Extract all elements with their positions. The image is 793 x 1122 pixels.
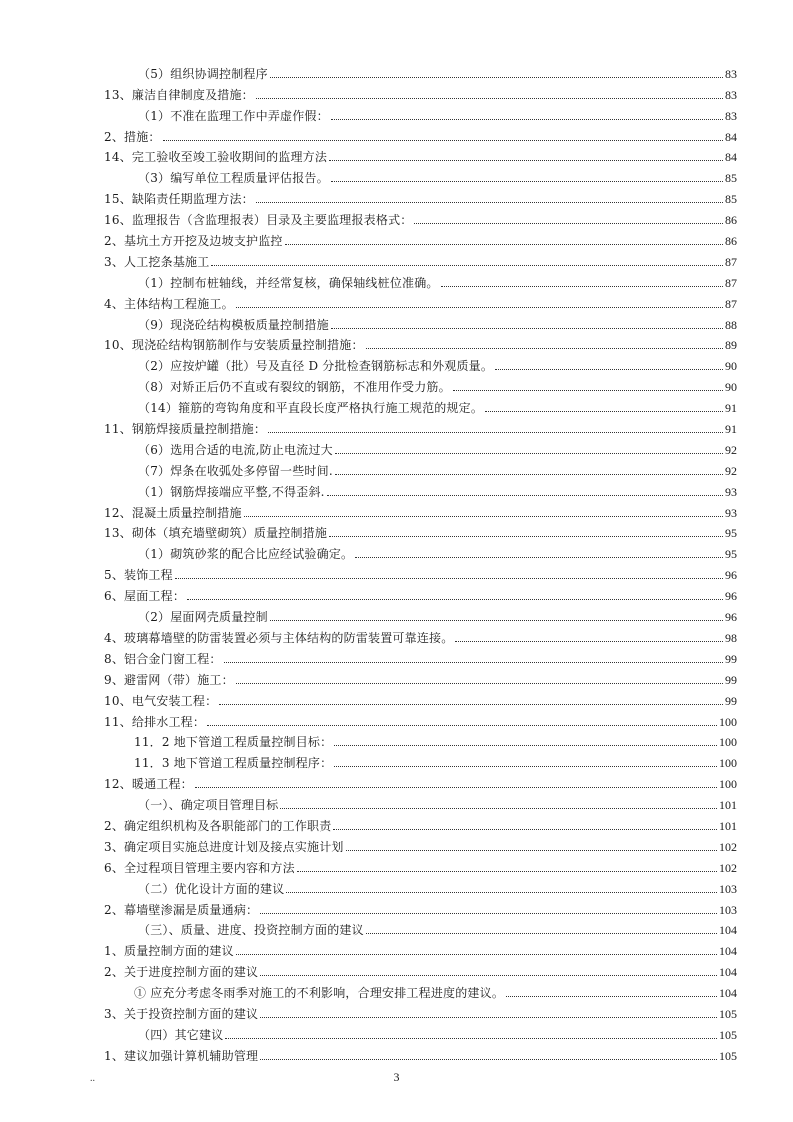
dot-leader <box>333 828 717 830</box>
dot-leader <box>175 577 723 579</box>
dot-leader <box>236 682 723 684</box>
toc-entry[interactable] <box>104 311 737 332</box>
dot-leader <box>453 389 723 391</box>
toc-entry-page-number: 103 <box>719 902 737 917</box>
toc-entry-label: 2、关于进度控制方面的建议 <box>104 965 259 980</box>
toc-entry-label: （四）其它建议 <box>138 1027 224 1042</box>
toc-entry-label: 15、缺陷责任期监理方法： <box>104 192 254 207</box>
toc-entry-page-number: 83 <box>725 66 737 81</box>
toc-entry-label: （7）焊条在收弧处多停留一些时间. <box>138 463 333 478</box>
dot-leader <box>335 452 723 454</box>
toc-entry[interactable] <box>104 206 737 227</box>
toc-entry-page-number: 92 <box>725 463 737 478</box>
toc-entry-page-number: 100 <box>719 777 737 792</box>
dot-leader <box>346 849 717 851</box>
toc-entry[interactable] <box>104 81 737 102</box>
toc-entry[interactable] <box>104 227 737 248</box>
toc-entry-label: 14、完工验收至竣工验收期间的监理方法 <box>104 150 328 165</box>
toc-entry-page-number: 84 <box>725 150 737 165</box>
toc-entry-label: （1）不准在监理工作中弄虚作假： <box>138 108 329 123</box>
dot-leader <box>256 97 723 99</box>
toc-entry-label: 2、确定组织机构及各职能部门的工作职责 <box>104 818 332 833</box>
toc-entry[interactable] <box>104 666 737 687</box>
toc-entry-page-number: 99 <box>725 672 737 687</box>
toc-entry-page-number: 95 <box>725 526 737 541</box>
dot-leader <box>331 327 723 329</box>
toc-entry-page-number: 88 <box>725 317 737 332</box>
toc-entry[interactable] <box>104 708 737 729</box>
toc-entry-label: 2、措施： <box>104 129 161 144</box>
toc-entry-page-number: 92 <box>725 442 737 457</box>
toc-entry[interactable] <box>104 102 737 123</box>
toc-entry-page-number: 86 <box>725 234 737 249</box>
toc-entry-page-number: 83 <box>725 87 737 102</box>
toc-entry-page-number: 96 <box>725 568 737 583</box>
toc-entry[interactable] <box>104 415 737 436</box>
toc-entry-page-number: 83 <box>725 108 737 123</box>
dot-leader <box>268 431 723 433</box>
toc-entry[interactable] <box>104 917 737 938</box>
toc-entry-label: （二）优化设计方面的建议 <box>138 881 285 896</box>
toc-entry-page-number: 104 <box>719 986 737 1001</box>
toc-entry[interactable] <box>104 687 737 708</box>
page-number: 3 <box>393 1070 400 1084</box>
toc-entry[interactable] <box>104 854 737 875</box>
dot-leader <box>207 724 717 726</box>
toc-entry-page-number: 84 <box>725 129 737 144</box>
toc-entry[interactable] <box>104 144 737 165</box>
dot-leader <box>441 285 723 287</box>
toc-entry[interactable] <box>104 875 737 896</box>
toc-entry-page-number: 104 <box>719 923 737 938</box>
dot-leader <box>335 473 723 475</box>
dot-leader <box>414 222 723 224</box>
toc-entry-page-number: 103 <box>719 881 737 896</box>
dot-leader <box>225 1037 717 1039</box>
toc-entry-page-number: 89 <box>725 338 737 353</box>
toc-entry-page-number: 102 <box>719 839 737 854</box>
toc-entry[interactable] <box>104 248 737 269</box>
toc-entry[interactable] <box>104 123 737 144</box>
toc-entry-page-number: 87 <box>725 275 737 290</box>
dot-leader <box>297 870 717 872</box>
toc-entry[interactable] <box>104 164 737 185</box>
dot-leader <box>286 891 717 893</box>
toc-entry-label: 10、电气安装工程： <box>104 693 218 708</box>
toc-entry[interactable] <box>104 624 737 645</box>
toc-entry-label: 12、混凝土质量控制措施 <box>104 505 242 520</box>
toc-entry[interactable] <box>104 645 737 666</box>
toc-entry-label: 2、基坑土方开挖及边坡支护监控 <box>104 234 283 249</box>
toc-entry-label: 5、装饰工程 <box>104 568 173 583</box>
toc-entry-page-number: 101 <box>719 818 737 833</box>
toc-entry-label: 13、砌体（填充墙壁砌筑）质量控制措施 <box>104 526 328 541</box>
toc-entry-label: （2）应按炉罐（批）号及直径 D 分批检查钢筋标志和外观质量。 <box>138 359 494 374</box>
toc-entry-label: 11．3 地下管道工程质量控制程序： <box>134 756 333 771</box>
toc-entry-label: 8、铝合金门窗工程： <box>104 651 222 666</box>
dot-leader <box>260 974 717 976</box>
dot-leader <box>455 640 723 642</box>
dot-leader <box>211 264 723 266</box>
toc-entry[interactable] <box>104 60 737 81</box>
toc-entry-label: （1）钢筋焊接端应平整,不得歪斜. <box>138 484 325 499</box>
toc-entry-label: 2、幕墙壁渗漏是质量通病： <box>104 902 259 917</box>
toc-entry-page-number: 105 <box>719 1027 737 1042</box>
toc-entry-label: 12、暖通工程： <box>104 777 193 792</box>
toc-entry-label: （9）现浇砼结构模板质量控制措施 <box>138 317 329 332</box>
toc-entry-page-number: 95 <box>725 547 737 562</box>
dot-leader <box>506 995 717 997</box>
toc-entry-label: 1、质量控制方面的建议 <box>104 944 234 959</box>
toc-entry[interactable] <box>104 499 737 520</box>
toc-entry-label: 16、监理报告（含监理报表）目录及主要监理报表格式： <box>104 213 413 228</box>
toc-entry-page-number: 90 <box>725 380 737 395</box>
toc-entry-label: （1）控制布桩轴线，并经常复核，确保轴线桩位准确。 <box>138 275 439 290</box>
toc-entry[interactable] <box>104 729 737 750</box>
dot-leader <box>355 556 723 558</box>
toc-entry[interactable] <box>104 812 737 833</box>
toc-entry[interactable] <box>104 937 737 958</box>
toc-entry-label: 3、关于投资控制方面的建议 <box>104 1006 259 1021</box>
toc-entry[interactable] <box>104 185 737 206</box>
toc-entry-page-number: 87 <box>725 296 737 311</box>
toc-entry-label: （三）、质量、进度、投资控制方面的建议 <box>138 923 364 938</box>
toc-entry-page-number: 90 <box>725 359 737 374</box>
toc-entry-page-number: 100 <box>719 735 737 750</box>
dot-leader <box>280 807 717 809</box>
toc-entry[interactable] <box>104 791 737 812</box>
dot-leader <box>195 786 717 788</box>
toc-entry-page-number: 91 <box>725 422 737 437</box>
toc-entry[interactable] <box>104 749 737 770</box>
toc-entry-label: 1、建议加强计算机辅助管理 <box>104 1048 259 1063</box>
dot-leader <box>260 1016 717 1018</box>
toc-entry-label: （1）砌筑砂浆的配合比应经试验确定。 <box>138 547 354 562</box>
toc-entry-label: （2）屋面网壳质量控制 <box>138 610 268 625</box>
dot-leader <box>334 765 717 767</box>
toc-entry[interactable] <box>104 979 737 1000</box>
dot-leader <box>329 535 723 537</box>
toc-entry-page-number: 96 <box>725 589 737 604</box>
toc-entry-page-number: 99 <box>725 651 737 666</box>
toc-entry[interactable] <box>104 582 737 603</box>
dot-leader <box>495 368 723 370</box>
toc-entry[interactable] <box>104 1042 737 1063</box>
toc-entry-page-number: 104 <box>719 944 737 959</box>
toc-entry[interactable] <box>104 332 737 353</box>
toc-entry-page-number: 100 <box>719 714 737 729</box>
toc-entry-label: 10、现浇砼结构钢筋制作与安装质量控制措施： <box>104 338 364 353</box>
dot-leader <box>163 139 723 141</box>
toc-entry-page-number: 96 <box>725 610 737 625</box>
toc-entry[interactable] <box>104 478 737 499</box>
toc-entry[interactable] <box>104 373 737 394</box>
dot-leader <box>219 703 723 705</box>
toc-entry-page-number: 99 <box>725 693 737 708</box>
toc-entry-page-number: 87 <box>725 254 737 269</box>
dot-leader <box>334 744 717 746</box>
toc-entry[interactable] <box>104 520 737 541</box>
toc-entry[interactable] <box>104 352 737 373</box>
dot-leader <box>327 494 723 496</box>
toc-entry[interactable] <box>104 1000 737 1021</box>
toc-entry-page-number: 93 <box>725 484 737 499</box>
toc-entry[interactable] <box>104 770 737 791</box>
toc-entry[interactable] <box>104 269 737 290</box>
toc-entry[interactable] <box>104 540 737 561</box>
dot-leader <box>236 953 717 955</box>
dot-leader <box>366 347 723 349</box>
toc-entry-label: 4、玻璃幕墙壁的防雷装置必须与主体结构的防雷装置可靠连接。 <box>104 630 454 645</box>
dot-leader <box>260 1058 717 1060</box>
toc-entry-page-number: 93 <box>725 505 737 520</box>
toc-entry[interactable] <box>104 896 737 917</box>
dot-leader <box>331 118 723 120</box>
toc-entry-label: 11．2 地下管道工程质量控制目标： <box>134 735 333 750</box>
toc-entry-label: （14）箍筋的弯钩角度和平直段长度严格执行施工规范的规定。 <box>138 401 484 416</box>
dot-leader <box>485 410 723 412</box>
dot-leader <box>224 661 723 663</box>
toc-entry-page-number: 104 <box>719 965 737 980</box>
dot-leader <box>244 515 723 517</box>
dot-leader <box>187 598 723 600</box>
toc-entry-label: 6、屋面工程： <box>104 589 186 604</box>
toc-entry-label: 4、主体结构工程施工。 <box>104 296 234 311</box>
toc-entry[interactable] <box>104 561 737 582</box>
toc-entry[interactable] <box>104 290 737 311</box>
toc-entry[interactable] <box>104 436 737 457</box>
dot-leader <box>366 932 717 934</box>
toc-entry-label: 3、确定项目实施总进度计划及接点实施计划 <box>104 839 344 854</box>
toc-entry-page-number: 91 <box>725 401 737 416</box>
toc-entry-page-number: 101 <box>719 798 737 813</box>
toc-entry[interactable] <box>104 457 737 478</box>
toc-entry-label: （8）对矫正后仍不直或有裂纹的钢筋，不准用作受力筋。 <box>138 380 451 395</box>
toc-entry-page-number: 105 <box>719 1006 737 1021</box>
dot-leader <box>270 619 723 621</box>
toc-entry-page-number: 105 <box>719 1048 737 1063</box>
toc-entry-page-number: 100 <box>719 756 737 771</box>
toc-entry[interactable] <box>104 833 737 854</box>
toc-entry-label: 11、给排水工程： <box>104 714 206 729</box>
toc-entry-label: ① 应充分考虑冬雨季对施工的不利影响，合理安排工程进度的建议。 <box>134 986 505 1001</box>
toc-entry-label: （一）、确定项目管理目标 <box>138 798 279 813</box>
toc-entry-page-number: 102 <box>719 860 737 875</box>
dot-leader <box>260 912 717 914</box>
toc-entry[interactable] <box>104 1021 737 1042</box>
toc-entry-label: 3、人工挖条基施工 <box>104 254 210 269</box>
dot-leader <box>331 180 723 182</box>
dot-leader <box>285 243 723 245</box>
toc-entry-label: （6）选用合适的电流,防止电流过大 <box>138 442 333 457</box>
toc-entry-page-number: 98 <box>725 630 737 645</box>
toc-entry[interactable] <box>104 958 737 979</box>
toc-entry-label: （5）组织协调控制程序 <box>138 66 268 81</box>
toc-entry-label: 6、全过程项目管理主要内容和方法 <box>104 860 295 875</box>
dot-leader <box>236 306 723 308</box>
dot-leader <box>256 201 723 203</box>
toc-entry-label: 9、避雷网（带）施工： <box>104 672 234 687</box>
toc-entry-label: 13、廉洁自律制度及措施： <box>104 87 254 102</box>
toc-entry-page-number: 85 <box>725 192 737 207</box>
toc-entry-page-number: 85 <box>725 171 737 186</box>
toc-entry-label: （3）编写单位工程质量评估报告。 <box>138 171 329 186</box>
toc-entry[interactable] <box>104 603 737 624</box>
dot-leader <box>270 76 723 78</box>
toc-entry-label: 11、钢筋焊接质量控制措施： <box>104 422 267 437</box>
dot-leader <box>329 159 723 161</box>
toc-entry-page-number: 86 <box>725 213 737 228</box>
table-of-contents <box>104 60 737 1063</box>
toc-entry[interactable] <box>104 394 737 415</box>
footer-mark: .. <box>90 1073 95 1084</box>
